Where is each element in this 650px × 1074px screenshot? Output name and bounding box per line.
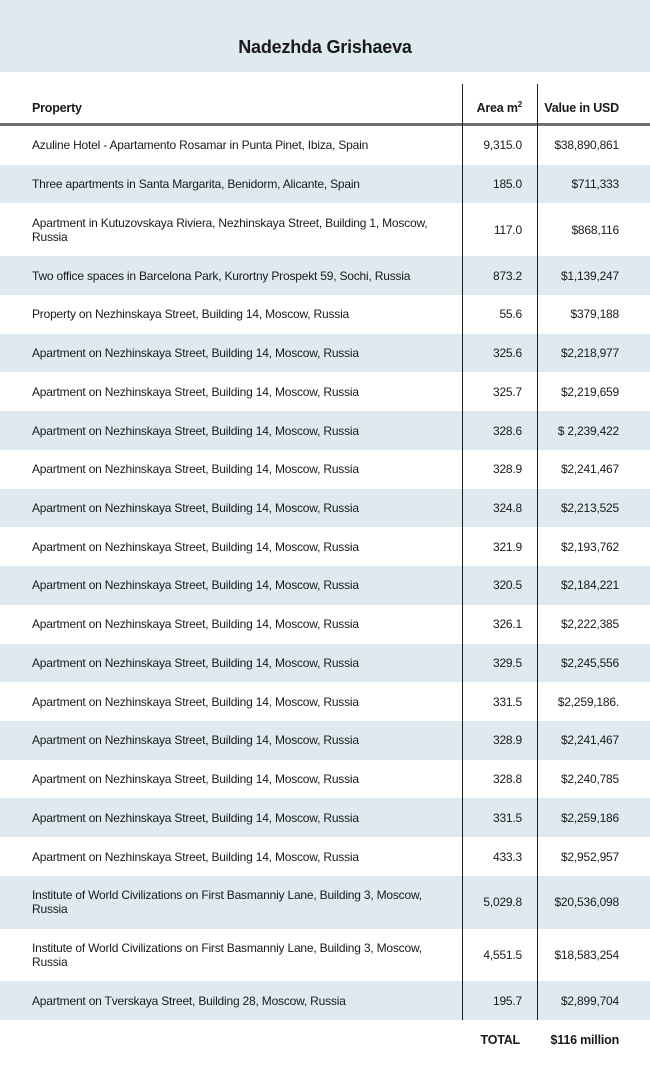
property-cell: Apartment on Nezhinskaya Street, Building 14, Moscow, Russia — [32, 500, 359, 515]
property-cell: Three apartments in Santa Margarita, Benidorm, Alicante, Spain — [32, 177, 360, 192]
table-row — [0, 372, 650, 411]
property-cell: Apartment on Nezhinskaya Street, Building 14, Moscow, Russia — [32, 462, 359, 477]
value-cell: $ 2,239,422 — [557, 423, 619, 438]
area-cell: 328.9 — [492, 462, 522, 477]
area-cell: 321.9 — [492, 539, 522, 554]
area-cell: 325.6 — [492, 346, 522, 361]
area-cell: 325.7 — [492, 384, 522, 399]
table-row — [0, 981, 650, 1020]
table-row — [0, 566, 650, 605]
value-cell: $38,890,861 — [554, 138, 619, 153]
table-row — [0, 450, 650, 489]
column-header-area: Area $m^2$ — [476, 99, 522, 115]
value-cell: $2,241,467 — [560, 733, 619, 748]
property-cell: Apartment on Nezhinskaya Street, Building 14, Moscow, Russia — [32, 346, 359, 361]
table-row — [0, 876, 650, 929]
value-cell: $2,218,977 — [560, 346, 619, 361]
value-cell: $2,193,762 — [560, 539, 619, 554]
property-cell: Apartment on Tverskaya Street, Building 28, Moscow, Russia — [32, 993, 346, 1008]
value-cell: $2,245,556 — [560, 655, 619, 670]
table-row — [0, 489, 650, 528]
area-cell: 4,551.5 — [483, 948, 522, 963]
property-cell: Azuline Hotel - Apartamento Rosamar in Punta Pinet, Ibiza, Spain — [32, 138, 369, 153]
area-cell: 185.0 — [492, 177, 522, 192]
table-row — [0, 798, 650, 837]
property-cell: Apartment on Nezhinskaya Street, Building 14, Moscow, Russia — [32, 772, 359, 787]
table-row — [0, 644, 650, 683]
area-cell: 326.1 — [492, 617, 522, 632]
value-cell: $2,241,467 — [560, 462, 619, 477]
table-row — [0, 203, 650, 256]
property-cell: Apartment on Nezhinskaya Street, Building 14, Moscow, Russia — [32, 617, 359, 632]
property-cell: Apartment in Kutuzovskaya Riviera, Nezhinskaya Street, Building 1, Moscow, Russia — [32, 215, 428, 244]
page-title: Nadezhda Grishaeva — [238, 36, 412, 57]
value-cell: $868,116 — [571, 222, 619, 237]
value-cell: $2,219,659 — [560, 384, 619, 399]
area-cell: 433.3 — [492, 849, 522, 864]
column-divider-left — [462, 84, 463, 1020]
area-cell: 9,315.0 — [483, 138, 522, 153]
area-cell: 328.9 — [492, 733, 522, 748]
table-row — [0, 721, 650, 760]
value-cell: $2,213,525 — [560, 500, 619, 515]
total-row — [0, 1020, 650, 1074]
property-cell: Apartment on Nezhinskaya Street, Building 14, Moscow, Russia — [32, 539, 359, 554]
table-row — [0, 334, 650, 373]
table-row — [0, 682, 650, 721]
table-header-row — [0, 72, 650, 123]
table-row — [0, 411, 650, 450]
property-cell: Apartment on Nezhinskaya Street, Building 14, Moscow, Russia — [32, 423, 359, 438]
table-row — [0, 165, 650, 204]
value-cell: $2,240,785 — [560, 772, 619, 787]
table-row — [0, 605, 650, 644]
value-cell: $20,536,098 — [554, 895, 619, 910]
value-cell: $2,222,385 — [560, 617, 619, 632]
value-cell: $2,184,221 — [560, 578, 619, 593]
table-row — [0, 837, 650, 876]
column-header-property: Property — [32, 101, 82, 115]
value-cell: $1,139,247 — [560, 268, 619, 283]
total-spacer — [0, 1020, 462, 1033]
area-cell: 195.7 — [492, 993, 522, 1008]
table-row — [0, 929, 650, 982]
value-cell: $2,259,186. — [557, 694, 619, 709]
property-cell: Apartment on Nezhinskaya Street, Building 14, Moscow, Russia — [32, 384, 359, 399]
property-cell: Institute of World Civilizations on First Basmanniy Lane, Building 3, Moscow, Russia — [32, 941, 422, 970]
area-cell: 331.5 — [492, 810, 522, 825]
area-cell: 117.0 — [493, 222, 522, 237]
table-row — [0, 126, 650, 165]
area-cell: 328.8 — [492, 772, 522, 787]
value-cell: $2,259,186 — [560, 810, 619, 825]
total-value: $116 million — [550, 1033, 619, 1047]
area-cell: 324.8 — [492, 500, 522, 515]
table-row — [0, 527, 650, 566]
column-divider-right — [537, 84, 538, 1020]
table-row — [0, 256, 650, 295]
property-cell: Two office spaces in Barcelona Park, Kurortny Prospekt 59, Sochi, Russia — [32, 268, 411, 283]
area-cell: 329.5 — [492, 655, 522, 670]
table-row — [0, 760, 650, 799]
value-cell: $711,333 — [571, 177, 619, 192]
total-label: TOTAL — [480, 1033, 520, 1047]
area-cell: 331.5 — [492, 694, 522, 709]
property-cell: Institute of World Civilizations on First Basmanniy Lane, Building 3, Moscow, Russia — [32, 888, 422, 917]
value-cell: $2,952,957 — [560, 849, 619, 864]
property-cell: Apartment on Nezhinskaya Street, Building 14, Moscow, Russia — [32, 655, 359, 670]
table-row — [0, 295, 650, 334]
property-cell: Apartment on Nezhinskaya Street, Building 14, Moscow, Russia — [32, 578, 359, 593]
area-cell: 320.5 — [492, 578, 522, 593]
value-cell: $379,188 — [570, 307, 619, 322]
value-cell: $18,583,254 — [554, 948, 619, 963]
area-cell: 55.6 — [499, 307, 522, 322]
property-cell: Apartment on Nezhinskaya Street, Building 14, Moscow, Russia — [32, 733, 359, 748]
column-header-value: Value in USD — [544, 101, 619, 115]
property-cell: Apartment on Nezhinskaya Street, Building 14, Moscow, Russia — [32, 694, 359, 709]
area-cell: 328.6 — [492, 423, 522, 438]
table-body — [0, 126, 650, 1020]
value-cell: $2,899,704 — [560, 993, 619, 1008]
property-cell: Apartment on Nezhinskaya Street, Building 14, Moscow, Russia — [32, 849, 359, 864]
title-band — [0, 0, 650, 72]
property-cell: Property on Nezhinskaya Street, Building 14, Moscow, Russia — [32, 307, 350, 322]
area-cell: 873.2 — [492, 268, 522, 283]
area-cell: 5,029.8 — [483, 895, 522, 910]
property-cell: Apartment on Nezhinskaya Street, Building 14, Moscow, Russia — [32, 810, 359, 825]
